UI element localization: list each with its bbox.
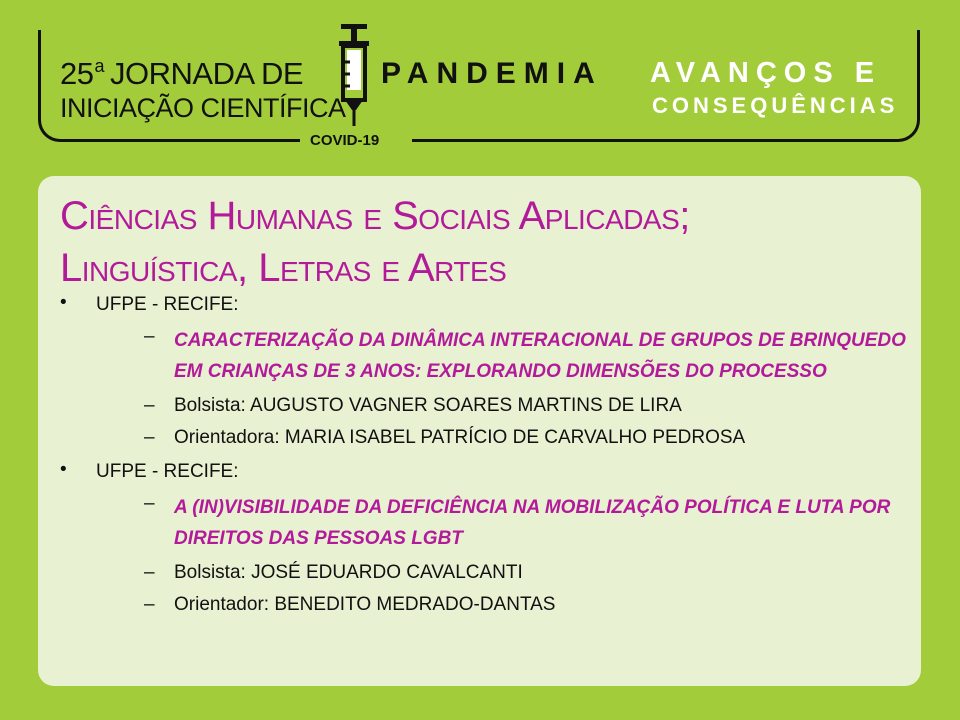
institution-label: UFPE - RECIFE: [96, 461, 239, 482]
bullet: • [60, 292, 67, 313]
project-title: CARACTERIZAÇÃO DA DINÂMICA INTERACIONAL DE GRUPOS DE BRINQUEDO EM CRIANÇAS DE 3 ANOS: EXPLORANDO DIMENSÕES DO PROCESSO [174, 330, 906, 382]
sub-item [96, 425, 920, 451]
dash: – [144, 493, 155, 514]
edition-suffix: a [94, 56, 104, 76]
title-line2: Linguística, Letras e Artes [60, 246, 507, 290]
pandemia-label: PANDEMIA [381, 57, 603, 90]
list-item [60, 459, 920, 618]
sub-item [96, 560, 920, 586]
covid-label: COVID-19 [310, 132, 380, 149]
orientador-label: Orientador: BENEDITO MEDRADO-DANTAS [174, 594, 556, 615]
dash: – [144, 562, 155, 583]
orientador-label: Orientadora: MARIA ISABEL PATRÍCIO DE CARVALHO PEDROSA [174, 427, 746, 448]
sub-item [96, 491, 920, 554]
dash: – [144, 326, 155, 347]
list-item [60, 292, 920, 451]
page-title [60, 190, 900, 294]
title-line1: Ciências Humanas e Sociais Aplicadas; [60, 194, 690, 238]
avancos-label: AVANÇOS E [650, 57, 882, 89]
institution-label: UFPE - RECIFE: [96, 294, 239, 315]
dash: – [144, 427, 155, 448]
sub-item [96, 592, 920, 618]
dash: – [144, 594, 155, 615]
bolsista-label: Bolsista: AUGUSTO VAGNER SOARES MARTINS DE LIRA [174, 395, 682, 416]
syringe-icon [336, 22, 372, 128]
sub-item [96, 393, 920, 419]
bullet: • [60, 459, 67, 480]
consequencias-label: CONSEQUÊNCIAS [652, 93, 899, 118]
jornada-label: JORNADA DE [110, 56, 304, 91]
jornada-title-line1 [60, 56, 303, 92]
jornada-title-line2: INICIAÇÃO CIENTÍFICA [60, 93, 346, 123]
bolsista-label: Bolsista: JOSÉ EDUARDO CAVALCANTI [174, 562, 523, 583]
project-title: A (IN)VISIBILIDADE DA DEFICIÊNCIA NA MOBILIZAÇÃO POLÍTICA E LUTA POR DIREITOS DAS PESSOAS LGBT [174, 497, 891, 549]
entries-list [60, 292, 920, 622]
sub-item [96, 324, 920, 387]
edition-number: 25 [60, 56, 94, 91]
dash: – [144, 395, 155, 416]
